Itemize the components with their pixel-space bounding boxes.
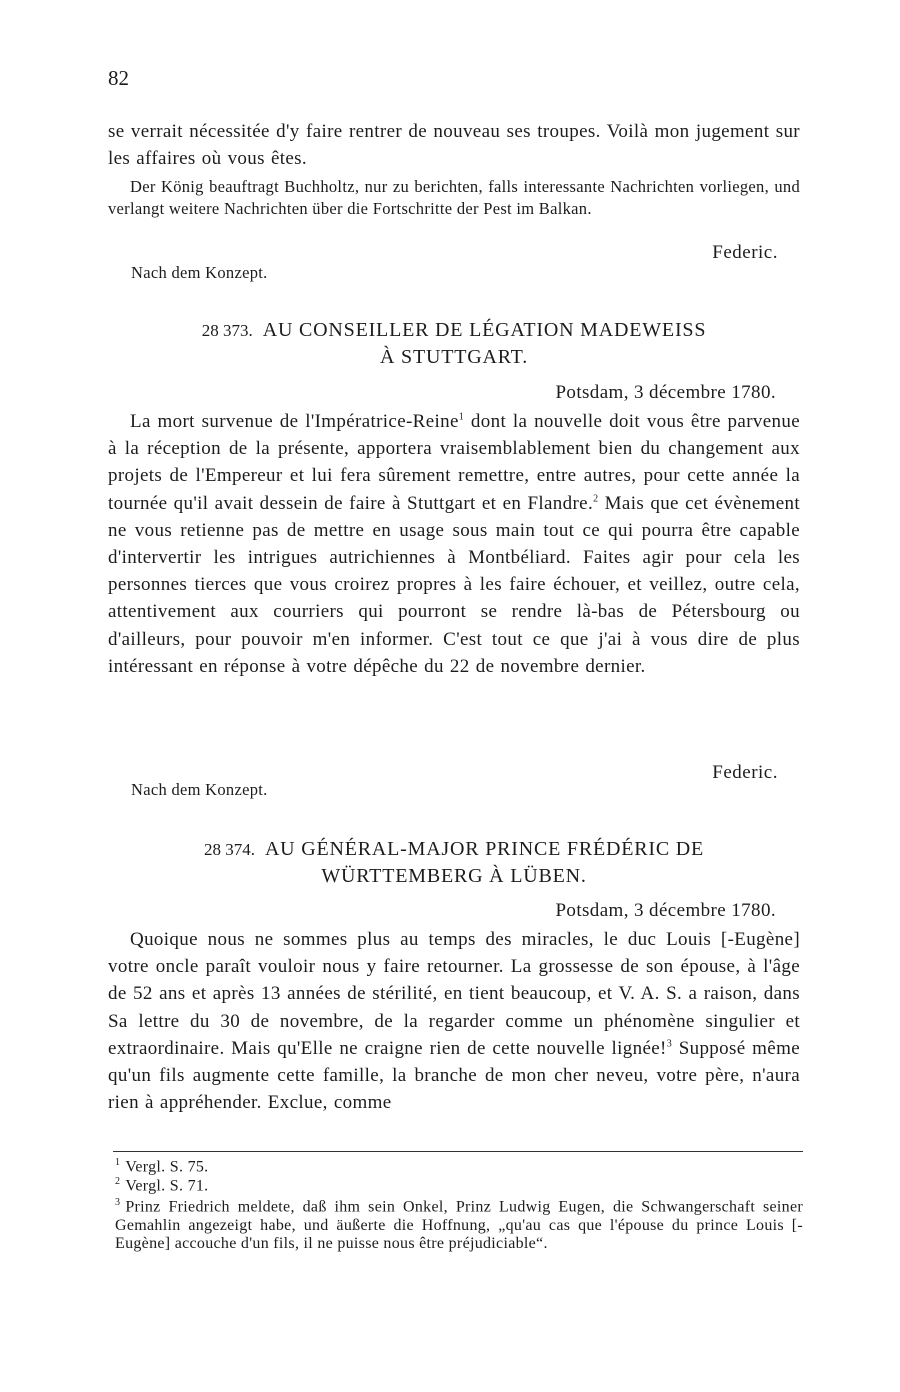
body-text: dont la nouvelle doit vous être parvenue à la réception de la présente, apportera vraisemblablement bien du changement aux projets de l'Empereur et lui fera sûrement remettre, entre autres, pour cette année la tournée qu'il avait dessein de faire à Stuttgart et en Flandre. <box>108 411 800 514</box>
heading-title: AU GÉNÉRAL-MAJOR PRINCE FRÉDÉRIC DE <box>264 838 705 860</box>
letter-number: 28 374. <box>203 840 255 859</box>
body-text: Mais que cet évènement ne vous retienne pas de mettre en usage sous main tout ce qui pourra être capable d'intervertir les intrigues autrichiennes à Montbéliard. Faites agir pour cela les personnes tierces que vous croirez propres à les faire échouer, et veillez, outre cela, attentivement aux courriers qui pourront se rendre là-bas de Pétersbourg ou d'ailleurs, pour pouvoir m'en informer. C'est tout ce que j'ai à vous dire de plus intéressant en réponse à votre dépêche du 22 de novembre dernier. <box>108 492 801 677</box>
footnote <box>115 1173 803 1196</box>
signature: Federic. <box>712 242 778 263</box>
footnote-mark: 1 <box>115 1157 121 1168</box>
letter-body <box>108 408 800 680</box>
body-text: La mort survenue de l'Impératrice-Reine <box>130 411 459 432</box>
heading-line-1 <box>108 836 800 863</box>
footnote-text: Vergl. S. 71. <box>125 1177 209 1195</box>
body-text: Quoique nous ne sommes plus au temps des miracles, le duc Louis [-Eugène] votre oncle paraît vouloir nous y faire retourner. La grossesse de son épouse, à l'âge de 52 ans et après 13 années de stérilité, en tient beaucoup, et V. A. S. a raison, dans Sa lettre du 30 de novembre, de la regarder comme un phénomène singulier et extraordinaire. Mais qu'Elle ne craigne rien de cette nouvelle lignée! <box>108 929 800 1059</box>
heading-title: AU CONSEILLER DE LÉGATION MADEWEISS <box>262 319 707 341</box>
footnote-ref: 1 <box>458 411 465 423</box>
source-note: Nach dem Konzept. <box>131 263 268 282</box>
footnote-ref: 3 <box>666 1038 673 1050</box>
source-note: Nach dem Konzept. <box>131 780 268 799</box>
letter-heading <box>108 836 800 890</box>
letter-body <box>108 926 800 1116</box>
footnote-mark: 2 <box>115 1176 121 1187</box>
footnote <box>115 1194 803 1254</box>
letter-heading <box>108 317 800 371</box>
footnote-text: Vergl. S. 75. <box>125 1158 209 1176</box>
heading-line-1 <box>108 317 800 344</box>
summary-paragraph: Der König beauftragt Buchholtz, nur zu berichten, falls interessante Nachrichten vorliegen, und verlangt weitere Nachrichten über die Fortschritte der Pest im Balkan. <box>108 177 800 218</box>
footnote-mark: 3 <box>115 1197 121 1208</box>
heading-line-2: WÜRTTEMBERG À LÜBEN. <box>321 865 587 887</box>
dateline: Potsdam, 3 décembre 1780. <box>555 382 776 403</box>
footnote-divider <box>113 1151 803 1152</box>
carryover-paragraph: se verrait nécessitée d'y faire rentrer de nouveau ses troupes. Voilà mon jugement sur les affaires où vous êtes. <box>108 121 800 170</box>
footnote-text: Prinz Friedrich meldete, daß ihm sein Onkel, Prinz Ludwig Eugen, die Schwangerschaft seiner Gemahlin angezeigt habe, und äußerte die Hoffnung, „qu'au cas que l'épouse du prince Louis [-Eugène] accouche d'un fils, il ne puisse nous être préjudiciable“. <box>115 1198 803 1253</box>
dateline: Potsdam, 3 décembre 1780. <box>555 900 776 921</box>
letter-number: 28 373. <box>201 321 253 340</box>
signature: Federic. <box>712 762 778 783</box>
heading-line-2: À STUTTGART. <box>379 346 529 368</box>
body-text: Supposé même qu'un fils augmente cette famille, la branche de mon cher neveu, votre père, n'aura rien à appréhender. Exclue, comme <box>108 1037 800 1114</box>
page-number: 82 <box>108 66 129 90</box>
footnote-ref: 2 <box>593 493 599 505</box>
